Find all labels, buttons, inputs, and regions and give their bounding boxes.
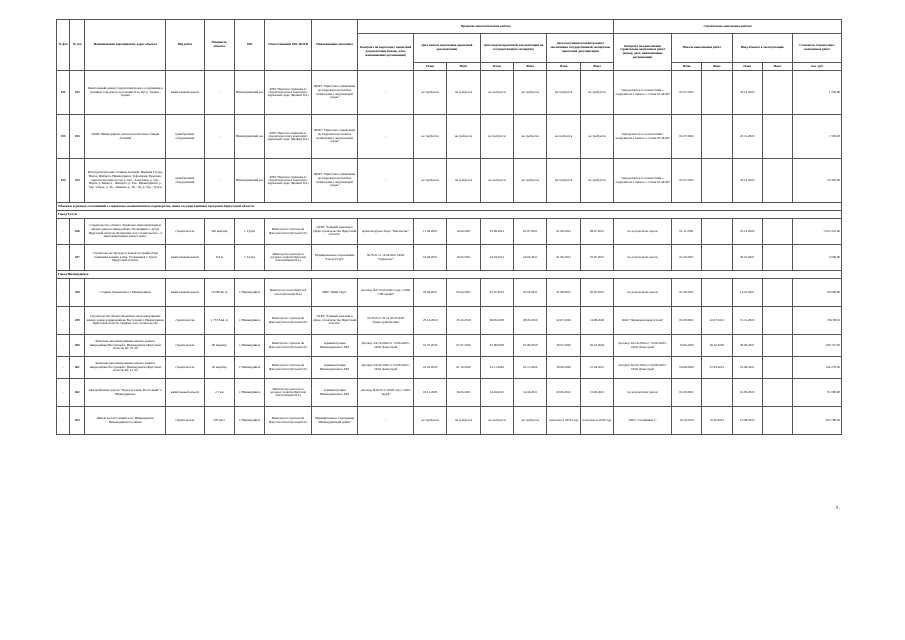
cell-build-contract: Определяется в соответствии с подпунктом 2 пункта 1 статьи 93 44-ФЗ <box>614 159 672 203</box>
cell-num-pp: 253 <box>70 71 85 115</box>
cell-cost: 1 503,00 <box>793 115 842 159</box>
cell-name: ОГМС Нижнеудинск, метеорологическая станция Алзамай <box>85 115 166 159</box>
cell-design-contract: Договор №б/ 05.04.2021 года с ООО "ОН-профи" <box>358 279 414 307</box>
cell-num-fp: - <box>57 335 70 357</box>
cell-name: Автомобильная дорога "Подъезд к мкр. Восточный" г. Нижнеудинска <box>85 379 166 407</box>
cell-mo: г. Нижнеудинск <box>234 335 264 357</box>
cell-cost: 69 000,00 <box>793 279 842 307</box>
cell-build-contract: по результатам торгов <box>614 219 672 245</box>
cell-name: Строительство объекта Комплекс многоквартирных жилых домов в микрорайоне Восточный г. Нижнеудинск Иркутской области. Первый этап строительства <box>85 307 166 335</box>
cell-design-positive-plan: не требуется <box>547 159 580 203</box>
header-plan: План <box>480 63 513 71</box>
cell-cost: 1 023 241,00 <box>793 219 842 245</box>
cell-work-type: капитальный ремонт <box>166 279 204 307</box>
cell-design-positive-plan: 20.06.2021 <box>547 379 580 407</box>
cell-design-start-fact: 14.04.2021 <box>447 219 480 245</box>
cell-mo: Нижнеудинский р-н <box>234 159 264 203</box>
cell-design-submit-fact: 01.09.2020 <box>514 335 547 357</box>
cell-build-start-fact: 20.10.2020 <box>702 335 732 357</box>
cell-customer: ФГБУ "Иркутское управление по гидрометеорологии и мониторингу окружающей среды" <box>311 71 358 115</box>
cell-customer: Муниципальное образование "Город Тулун" <box>311 245 358 271</box>
cell-design-start-fact: не требуется <box>447 115 480 159</box>
cell-commission-fact <box>762 379 792 407</box>
cell-commission-plan: 15.08.2022 <box>732 407 762 435</box>
cell-design-positive-plan: 01.06.2021 <box>547 245 580 271</box>
section-title: Объекты в рамках соглашений о социально-экономическом партнерстве, иных государственных программ Иркутской области <box>57 203 842 211</box>
header-responsible: Ответственный МО, ИОГВ <box>265 20 312 71</box>
cell-responsible: Министерство строительства Иркутской области (Полоцев П.П.) <box>265 357 312 379</box>
cell-work-type: приобретение оборудования <box>166 115 204 159</box>
cell-design-start-plan: 01.10.2020 <box>413 357 446 379</box>
cell-design-positive-plan: 01.08.2021 <box>547 279 580 307</box>
cell-cost: 190 137,95 <box>793 335 842 357</box>
cell-design-submit-plan: 01.08.2020 <box>480 335 513 357</box>
cell-commission-plan: 20.06.2021 <box>732 335 762 357</box>
cell-design-submit-plan: 09.05.2020 <box>480 307 513 335</box>
cell-design-submit-plan: не требуется <box>480 115 513 159</box>
cell-design-positive-fact: 01.07.2021 <box>580 245 613 271</box>
cell-design-contract: Архитектурное бюро "Метаполис" <box>358 219 414 245</box>
cell-design-start-fact: 16.04.2021 <box>447 245 480 271</box>
cell-design-start-fact: 01.10.2020 <box>447 357 480 379</box>
cell-name: Стадион Локомотив в г. Нижнеудинск <box>85 279 166 307</box>
cell-design-positive-fact: получено в 2018 году <box>580 407 613 435</box>
cell-design-positive-plan: получено в 2018 году <box>547 407 580 435</box>
cell-design-start-fact: 01.07.2020 <box>447 335 480 357</box>
cell-design-start-plan: не требуется <box>413 71 446 115</box>
header-name: Наименование мероприятия, адрес объекта <box>85 20 166 71</box>
cell-cost: 91 000,00 <box>793 379 842 407</box>
cell-build-start-fact: 22.07.2021 <box>702 307 732 335</box>
cell-customer: ОГКУ "Единый заказчик в сфере строительства Иркутской области" <box>311 307 358 335</box>
cell-num-fp: - <box>57 219 70 245</box>
cell-design-start-plan: 01.07.2020 <box>413 335 446 357</box>
header-work-type: Вид работ <box>166 20 204 71</box>
section-title: Город Нижнеудинск <box>57 271 842 279</box>
cell-design-positive-plan: 30.07.2020 <box>547 335 580 357</box>
cell-capacity: 2,7 км <box>204 379 234 407</box>
cell-design-positive-fact: 09.07.2021 <box>580 219 613 245</box>
cell-design-start-fact: не требуется <box>447 71 480 115</box>
cell-customer: Муниципальное учреждение "Нижнеудинский район" <box>311 407 358 435</box>
cell-mo: г. Нижнеудинск <box>234 379 264 407</box>
cell-build-start-plan: 01.07.2022 <box>671 159 701 203</box>
cell-build-start-fact <box>702 245 732 271</box>
cell-build-contract: по результатам торгов <box>614 279 672 307</box>
cell-num-fp: - <box>57 307 70 335</box>
cell-design-contract: Договор 3А/02-2020 от 04.08.2020 с ООО Домострой <box>358 357 414 379</box>
table-row <box>57 71 842 115</box>
cell-num-pp: 260 <box>70 335 85 357</box>
table-row <box>57 307 842 335</box>
cell-name: Метеорологические станции Алзамай, Верхняя Гутара, Нерха, Шеберта, Нижнеудинск, Тофалария, Будагово, гидрологические посты р. Уда - Алыгджер, р. Уда - Нерха, р. Бирюса - Шеберта, р. Уда - Нижнеудинск, р. Уда - Порог, р. Ук - Зимовье, р. Ук - Ук, р. Уда - Тулун <box>85 159 166 203</box>
header-cost-unit: тыс. руб. <box>793 63 842 71</box>
section-row-tulun <box>57 211 842 219</box>
cell-build-start-fact <box>702 379 732 407</box>
header-design-submit: Дата подачи проектной документации на государственную экспертизу <box>480 34 547 63</box>
cell-capacity: 10 000 кв. м <box>204 279 234 307</box>
cell-build-start-plan: 01.09.2021 <box>671 279 701 307</box>
cell-design-positive-plan: 30.09.2020 <box>547 357 580 379</box>
header-customer: Наименование заказчика <box>311 20 358 71</box>
header-group-construction: Строительно-монтажные работы <box>614 20 842 34</box>
table-row <box>57 159 842 203</box>
cell-cost: 4 000,00 <box>793 245 842 271</box>
cell-responsible: Министерство строительства Иркутской области (Полоцев П.П.) <box>265 407 312 435</box>
cell-customer: ОГКУ "Единый заказчик в сфере строительства Иркутской области" <box>311 219 358 245</box>
header-fact: Факт <box>580 63 613 71</box>
cell-design-submit-fact: 08.05.2020 <box>514 307 547 335</box>
cell-build-contract: по результатам торгов <box>614 379 672 407</box>
cell-num-pp: 257 <box>70 245 85 271</box>
cell-build-start-plan: 16.10.2019 <box>671 407 701 435</box>
table-row <box>57 115 842 159</box>
cell-customer: МБУ "ФОК Труд" <box>311 279 358 307</box>
cell-commission-fact <box>762 219 792 245</box>
cell-num-pp: 254 <box>70 115 85 159</box>
cell-work-type: капитальный ремонт <box>166 379 204 407</box>
cell-build-start-plan: 04.08.2020 <box>671 357 701 379</box>
header-build-contract: Контракт на выполнение строительно-монтажных работ (номер, дата, наименование организации) <box>614 34 672 71</box>
cell-capacity: - <box>204 115 234 159</box>
cell-design-contract: №78-21 от 16.04.2021 ООО "Горпроект" <box>358 245 414 271</box>
cell-customer: Администрация Нижнеудинского МО <box>311 335 358 357</box>
header-fact: Факт <box>514 63 547 71</box>
header-capacity: Мощность объекта <box>204 20 234 71</box>
cell-commission-fact <box>762 71 792 115</box>
cell-design-start-plan: 25.12.2019 <box>413 307 446 335</box>
cell-commission-plan: 25.12.2022 <box>732 115 762 159</box>
cell-cost: 465 780,30 <box>793 407 842 435</box>
cell-build-start-fact: 27.04.2021 <box>702 357 732 379</box>
cell-design-start-plan: 16.04.2021 <box>413 245 446 271</box>
cell-build-start-plan: 01.07.2022 <box>671 71 701 115</box>
table-row <box>57 379 842 407</box>
cell-design-start-fact: не требуется <box>447 159 480 203</box>
table-row <box>57 335 842 357</box>
cell-design-submit-fact: 25.04.2021 <box>514 279 547 307</box>
cell-design-contract: Договор 3А/19-2020 от 15.06.2020 с ООО Домострой <box>358 335 414 357</box>
cell-responsible: Министерство строительства Иркутской области (Полоцев П.П.) <box>265 307 312 335</box>
header-cost: Стоимость строительно-монтажных работ <box>793 34 842 63</box>
cell-design-positive-fact: не требуется <box>580 159 613 203</box>
cell-design-submit-plan: не требуется <box>480 71 513 115</box>
cell-num-pp: 261 <box>70 357 85 379</box>
cell-commission-fact <box>762 115 792 159</box>
cell-design-positive-fact: не требуется <box>580 71 613 115</box>
cell-commission-fact <box>762 335 792 357</box>
cell-name: Капитальный ремонт гидротехнического сооружения в границах городского поселения Усть-Кут р. Хадын - Хадын <box>85 71 166 115</box>
cell-build-start-fact <box>702 219 732 245</box>
cell-num-pp: 263 <box>70 407 85 435</box>
cell-work-type: строительство <box>166 219 204 245</box>
table-row <box>57 279 842 307</box>
header-plan: План <box>547 63 580 71</box>
header-design-contract: Контракт на подготовку проектной документации (номер, дата, наименование организации) <box>358 34 414 71</box>
cell-cost: 1 750,00 <box>793 71 842 115</box>
cell-name: Комплекс многоквартирных жилых домов в микрорайоне Восточный г. Нижнеудинск Иркутской области, БС 21, 22 <box>85 357 166 379</box>
cell-responsible: Министерство строительства Иркутской области (Полоцев П.П.) <box>265 335 312 357</box>
cell-num-fp: - <box>57 379 70 407</box>
cell-design-contract: - <box>358 71 414 115</box>
cell-work-type: капитальный ремонт <box>166 71 204 115</box>
header-group-design: Проектно-изыскательские работы <box>358 20 614 34</box>
cell-build-contract: по результатам торгов <box>614 245 672 271</box>
cell-num-pp: 259 <box>70 307 85 335</box>
cell-design-submit-fact: не требуется <box>514 71 547 115</box>
cell-design-submit-fact: 01.11.2020 <box>514 357 547 379</box>
cell-design-submit-fact: 01.07.2021 <box>514 219 547 245</box>
header-plan: План <box>671 63 701 71</box>
cell-build-contract: Договор 3А/19-2020 от 15.06.2020 с ООО Домострой <box>614 335 672 357</box>
cell-capacity: - <box>204 159 234 203</box>
cell-design-start-plan: 17.04.2021 <box>413 219 446 245</box>
cell-mo: г. Нижнеудинск <box>234 407 264 435</box>
cell-build-contract: ООО "Черемховоэнергострой" <box>614 307 672 335</box>
header-fact: Факт <box>447 63 480 71</box>
cell-design-submit-plan: 01.07.2021 <box>480 279 513 307</box>
cell-build-start-fact <box>702 115 732 159</box>
cell-cost: 352 093,9 <box>793 307 842 335</box>
cell-customer: Администрация Нижнеудинского МО <box>311 379 358 407</box>
table-row <box>57 219 842 245</box>
cell-commission-fact <box>762 245 792 271</box>
cell-design-start-fact: 16.04.2021 <box>447 379 480 407</box>
cell-mo: г. Нижнеудинск <box>234 307 264 335</box>
cell-design-contract: - <box>358 115 414 159</box>
cell-work-type: строительство <box>166 335 204 357</box>
cell-build-start-plan: 01.08.2021 <box>671 307 701 335</box>
cell-mo: г. Нижнеудинск <box>234 279 264 307</box>
cell-design-contract: 25/2019 от 25.12.2019 ООО "Домострой-Профи" <box>358 307 414 335</box>
cell-num-fp: - <box>57 279 70 307</box>
table-body <box>57 71 842 435</box>
section-row-programs <box>57 203 842 211</box>
header-build-start: Начало выполнения работ <box>671 34 732 63</box>
cell-build-contract: Договор 3А/02-2020 от 04.08.2020 с ООО Домострой <box>614 357 672 379</box>
page-number: 9 , <box>836 505 840 510</box>
cell-build-start-fact: 16.10.2019 <box>702 407 732 435</box>
cell-customer: ФГБУ "Иркутское управление по гидрометеорологии и мониторингу окружающей среды" <box>311 115 358 159</box>
cell-design-submit-fact: не требуется <box>514 115 547 159</box>
cell-name: Комплекс многоквартирных жилых домов в микрорайоне Восточный г. Нижнеудинск Иркутской области, БС 19, 20 <box>85 335 166 357</box>
cell-name: Школа на 520 учащихся в г. Нижнеудинск Нижнеудинского района <box>85 407 166 435</box>
cell-work-type: строительство <box>166 357 204 379</box>
cell-mo: г. Тулун <box>234 245 264 271</box>
cell-build-start-plan: 01.07.2022 <box>671 115 701 159</box>
cell-build-start-plan: 01.11.2021 <box>671 219 701 245</box>
cell-design-submit-plan: 14.04.2021 <box>480 379 513 407</box>
cell-design-start-plan: 05.04.2021 <box>413 279 446 307</box>
cell-responsible: Министерство транспорта и дорожного хозяйства Иркутской области (Шкурин Н.А.) <box>265 379 312 407</box>
cell-design-start-fact: 05.04.2021 <box>447 279 480 307</box>
cell-design-positive-plan: 01.09.2021 <box>547 219 580 245</box>
header-fact: Факт <box>762 63 792 71</box>
cell-design-positive-plan: не требуется <box>547 71 580 115</box>
table-row <box>57 357 842 379</box>
cell-design-start-plan: 05.11.2020 <box>413 379 446 407</box>
cell-capacity: 65 квартир <box>204 357 234 379</box>
cell-design-start-plan: не требуется <box>413 115 446 159</box>
header-commission: Ввод объекта в эксплуатацию <box>732 34 793 63</box>
cell-cost: 142 279,26 <box>793 357 842 379</box>
cell-commission-fact <box>762 159 792 203</box>
cell-design-contract: - <box>358 407 414 435</box>
cell-customer: Администрация Нижнеудинского МО <box>311 357 358 379</box>
cell-design-submit-fact: не требуется <box>514 159 547 203</box>
cell-capacity: 110 м <box>204 245 234 271</box>
cell-responsible: Министерство спорта Иркутской области (Богатирев Н.А.) <box>265 279 312 307</box>
cell-build-contract: Определяется в соответствии с подпунктом 2 пункта 1 статьи 93 44-ФЗ <box>614 115 672 159</box>
cell-design-positive-fact: 20.10.2020 <box>580 335 613 357</box>
cell-design-positive-fact: 15.06.2021 <box>580 379 613 407</box>
cell-capacity: 520 мест <box>204 407 234 435</box>
cell-design-submit-fact: 14.04.2021 <box>514 379 547 407</box>
cell-design-start-fact: 25.12.2019 <box>447 307 480 335</box>
section-title: Город Тулун <box>57 211 842 219</box>
cell-design-start-plan: не требуется <box>413 159 446 203</box>
header-plan: План <box>413 63 446 71</box>
cell-num-pp: 256 <box>70 219 85 245</box>
header-mo: МО <box>234 20 264 71</box>
cell-build-start-fact <box>702 279 732 307</box>
cell-design-positive-plan: не требуется <box>547 115 580 159</box>
header-num-pp: № п/п <box>70 20 85 71</box>
cell-num-fp: - <box>57 407 70 435</box>
cell-capacity: 320 квартир <box>204 219 234 245</box>
cell-mo: г. Тулун <box>234 219 264 245</box>
cell-responsible: Министерство транспорта и дорожного хозяйства Иркутской области (Шкурин Н.А.) <box>265 245 312 271</box>
cell-mo: г. Нижнеудинск <box>234 357 264 379</box>
cell-work-type: капитальный ремонт <box>166 245 204 271</box>
cell-responsible: Министерство строительства Иркутской области (Полоцев П.П.) <box>265 219 312 245</box>
table-row <box>57 407 842 435</box>
cell-design-positive-plan: 22.07.2020 <box>547 307 580 335</box>
cell-commission-plan: 15.12.2022 <box>732 307 762 335</box>
cell-name: Строительство объекта "Комплекс многоквартирных жилых домов в микрорайоне Угольщиков г. Тулун Иркутской области. Четвертый этап строительства - 4 многоквартирных жилых дома" <box>85 219 166 245</box>
cell-design-positive-fact: 27.04.2021 <box>580 357 613 379</box>
cell-responsible: ФГБУ "Иркутское управление по гидрометеорологии и мониторингу окружающей среды" (Шрайнер Н.А.) <box>265 71 312 115</box>
cell-design-submit-plan: 01.08.2021 <box>480 219 513 245</box>
cell-capacity: 1 757,8 кв. м <box>204 307 234 335</box>
cell-commission-plan: 14.10.2021 <box>732 279 762 307</box>
cell-design-start-fact: не требуется <box>447 407 480 435</box>
cell-design-positive-fact: 20.05.2021 <box>580 279 613 307</box>
cell-mo: Нижнеудинский р-н <box>234 115 264 159</box>
cell-build-start-fact <box>702 159 732 203</box>
cell-build-start-plan: 01.09.2021 <box>671 379 701 407</box>
cell-cost: 25 450,00 <box>793 159 842 203</box>
cell-design-positive-fact: 14.08.2020 <box>580 307 613 335</box>
cell-build-start-plan: 01.09.2021 <box>671 245 701 271</box>
cell-build-start-plan: 15.06.2020 <box>671 335 701 357</box>
cell-build-contract: ООО "Стройинвест" <box>614 407 672 435</box>
cell-num-fp: - <box>57 357 70 379</box>
cell-design-submit-fact: 24.04.2021 <box>514 245 547 271</box>
cell-work-type: строительство <box>166 307 204 335</box>
cell-build-start-fact <box>702 71 732 115</box>
cell-work-type: строительство <box>166 407 204 435</box>
cell-mo: Нижнеудинский р-н <box>234 71 264 115</box>
cell-num-fp: 192 <box>57 71 70 115</box>
cell-commission-fact <box>762 407 792 435</box>
header-num-fp: № ф/п <box>57 20 70 71</box>
cell-num-fp: 194 <box>57 159 70 203</box>
cell-commission-plan: 30.10.2021 <box>732 245 762 271</box>
cell-design-submit-plan: 24.04.2021 <box>480 245 513 271</box>
cell-work-type: приобретение оборудования <box>166 159 204 203</box>
cell-design-submit-fact: не требуется <box>514 407 547 435</box>
cell-design-contract: - <box>358 159 414 203</box>
cell-commission-fact <box>762 307 792 335</box>
table-row <box>57 245 842 271</box>
cell-capacity: - <box>204 71 234 115</box>
section-row-nizhneudinsk <box>57 271 842 279</box>
header-design-start: Дата начала подготовки проектной документации <box>413 34 480 63</box>
cell-design-contract: Договор №36 05.11.2020 года с ООО "Дорф" <box>358 379 414 407</box>
cell-num-pp: 255 <box>70 159 85 203</box>
cell-customer: ФГБУ "Иркутское управление по гидрометеорологии и мониторингу окружающей среды" <box>311 159 358 203</box>
cell-capacity: 60 квартир <box>204 335 234 357</box>
cell-build-contract: Определяется в соответствии с подпунктом 2 пункта 1 статьи 93 44-ФЗ <box>614 71 672 115</box>
cell-commission-plan: 25.12.2022 <box>732 219 762 245</box>
objects-table <box>56 19 842 435</box>
cell-num-fp: 193 <box>57 115 70 159</box>
cell-num-fp: - <box>57 245 70 271</box>
cell-design-submit-plan: не требуется <box>480 407 513 435</box>
header-plan: План <box>732 63 762 71</box>
cell-commission-fact <box>762 279 792 307</box>
cell-num-pp: 258 <box>70 279 85 307</box>
cell-design-start-plan: не требуется <box>413 407 446 435</box>
cell-design-positive-fact: не требуется <box>580 115 613 159</box>
cell-num-pp: 262 <box>70 379 85 407</box>
cell-commission-plan: 25.12.2022 <box>732 71 762 115</box>
cell-commission-plan: 01.09.2022 <box>732 379 762 407</box>
register-sheet <box>56 19 842 435</box>
cell-responsible: ФГБУ "Иркутское управление по гидрометеорологии и мониторингу окружающей среды" (Шрайнер Н.А.) <box>265 159 312 203</box>
cell-design-submit-plan: не требуется <box>480 159 513 203</box>
cell-commission-plan: 25.12.2022 <box>732 159 762 203</box>
header-fact: Факт <box>702 63 732 71</box>
cell-responsible: ФГБУ "Иркутское управление по гидрометеорологии и мониторингу окружающей среды" (Шрайнер Н.А.) <box>265 115 312 159</box>
header-design-positive: Дата получения положительного заключения государственной экспертизы проектной документации <box>547 34 614 63</box>
cell-commission-fact <box>762 357 792 379</box>
cell-design-submit-plan: 01.11.2020 <box>480 357 513 379</box>
cell-name: Строительство прохода к жилой застройке 8-ми этажными домами в мкр. Угольщиков г. Тулун Иркутской области <box>85 245 166 271</box>
cell-commission-plan: 01.09.2021 <box>732 357 762 379</box>
